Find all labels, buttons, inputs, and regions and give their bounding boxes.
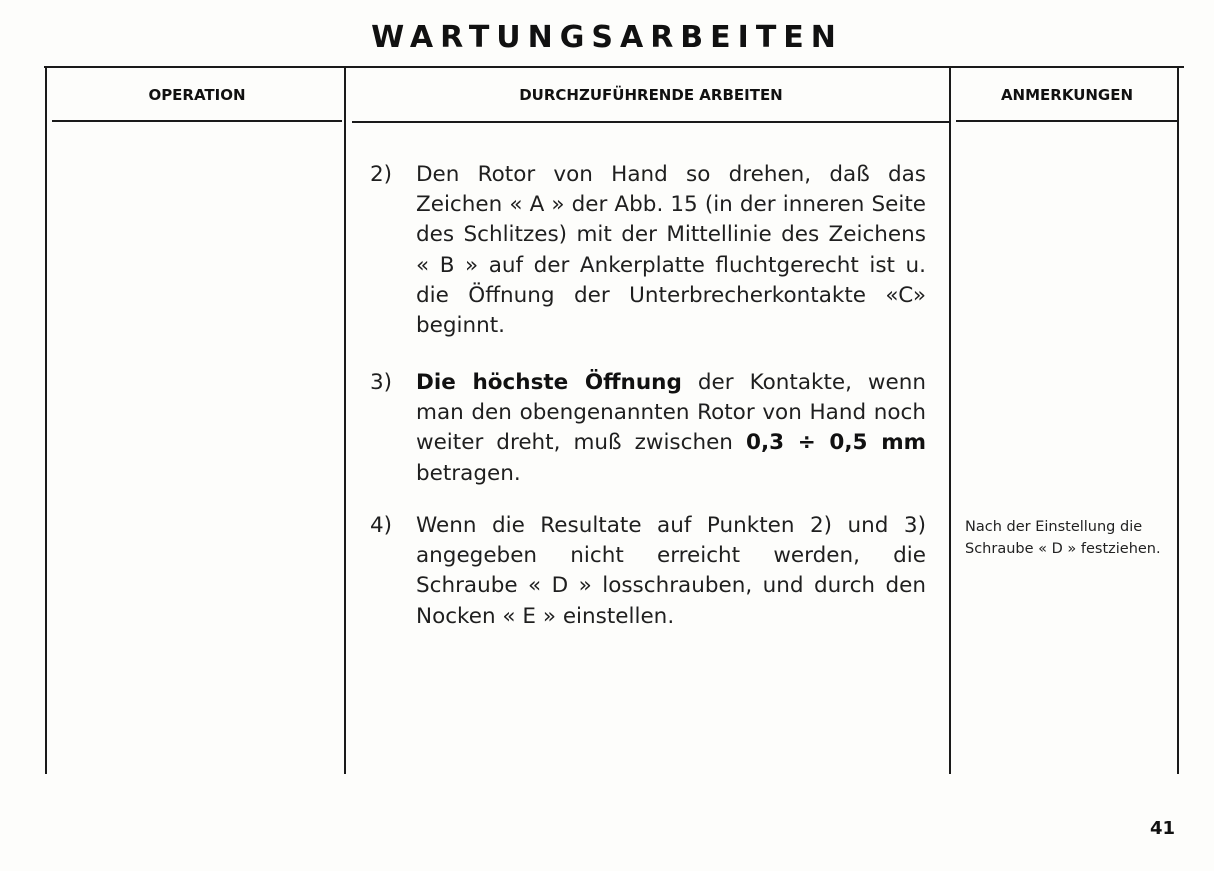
item-number: 4) <box>370 513 393 538</box>
item-number: 2) <box>370 162 393 187</box>
column-header-notes: ANMERKUNGEN <box>1000 86 1134 104</box>
gap-value: 0,3 ÷ 0,5 mm <box>745 430 926 456</box>
remark-note: Nach der Einstellung die Schraube « D » festziehen. <box>965 519 1161 557</box>
table-top-rule <box>44 66 1184 68</box>
table-left-border <box>45 66 47 774</box>
page-title: WARTUNGSARBEITEN <box>371 20 843 55</box>
item-text <box>416 368 926 489</box>
item-text-middle: der Kontakte, wenn man den obengenannten Rotor von Hand noch weiter dreht, muß zwischen <box>416 370 926 456</box>
work-item-3 <box>370 368 926 489</box>
column-divider-1 <box>344 68 346 774</box>
header-rule-work <box>352 121 950 123</box>
item-text: Den Rotor von Hand so drehen, daß das Zeichen « A » der Abb. 15 (in der inneren Seite des Schlitzes) mit der Mittellinie des Zeichens « B » auf der Ankerplatte fluchtgerecht ist u. die Öffnung der Unterbrecherkontakte «C» beginnt. <box>416 162 926 339</box>
page-number: 41 <box>1150 818 1176 839</box>
work-item-4 <box>370 511 926 632</box>
column-header-operation: OPERATION <box>148 86 246 104</box>
header-rule-operation <box>52 120 342 122</box>
item-number: 3) <box>370 370 393 395</box>
emphasis-highest-opening: Die höchste Öffnung <box>416 370 682 395</box>
work-item-2 <box>370 160 926 341</box>
table-right-border <box>1177 66 1179 774</box>
header-rule-notes <box>956 120 1178 122</box>
column-divider-2 <box>949 68 951 774</box>
item-text: Wenn die Resultate auf Punkten 2) und 3) angegeben nicht erreicht werden, die Schraube « D » losschrauben, und durch den Nocken « E » einstellen. <box>416 513 926 629</box>
item-text-end: betragen. <box>416 460 521 486</box>
column-header-work: DURCHZUFÜHRENDE ARBEITEN <box>519 86 783 104</box>
